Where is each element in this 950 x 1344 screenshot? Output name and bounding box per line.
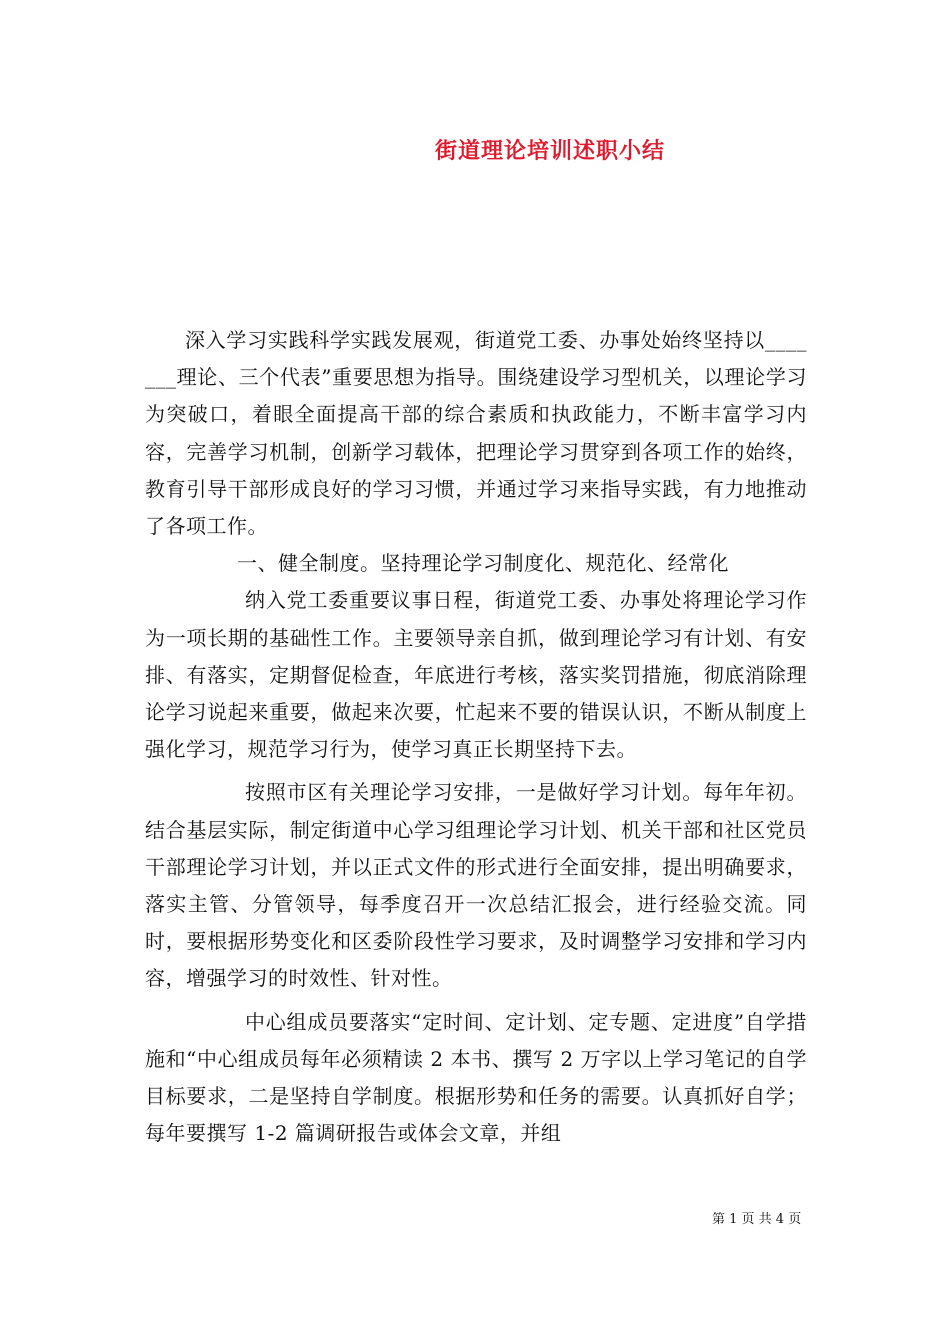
document-body xyxy=(145,322,807,1152)
paragraph-system: 纳入党工委重要议事日程，街道党工委、办事处将理论学习作为一项长期的基础性工作。主要领导亲自抓，做到理论学习有计划、有安排、有落实，定期督促检查，年底进行考核，落实奖罚措施，彻底消除理论学习说起来重要，做起来次要，忙起来不要的错误认识，不断从制度上强化学习，规范学习行为，使学习真正长期坚持下去。 xyxy=(145,588,807,762)
page-number-footer: 第 1 页 共 4 页 xyxy=(712,1212,802,1227)
document-title: 街道理论培训述职小结 xyxy=(434,138,665,164)
paragraph-intro: 深入学习实践科学实践发展观，街道党工委、办事处始终坚持以_______理论、三个代表”重要思想为指导。围绕建设学习型机关，以理论学习为突破口，着眼全面提高干部的综合素质和执政能力，不断丰富学习内容，完善学习机制，创新学习载体，把理论学习贯穿到各项工作的始终，教育引导干部形成良好的学习习惯，并通过学习来指导实践，有力地推动了各项工作。 xyxy=(145,328,807,539)
paragraph-self-study: 中心组成员要落实“定时间、定计划、定专题、定进度”自学措施和“中心组成员每年必须精读 2 本书、撰写 2 万字以上学习笔记的自学目标要求，二是坚持自学制度。根据形势和任务的需要。认真抓好自学；每年要撰写 1-2 篇调研报告或体会文章，并组 xyxy=(145,1009,807,1146)
paragraph-plan: 按照市区有关理论学习安排，一是做好学习计划。每年年初。结合基层实际，制定街道中心学习组理论学习计划、机关干部和社区党员干部理论学习计划，并以正式文件的形式进行全面安排，提出明确要求，落实主管、分管领导，每季度召开一次总结汇报会，进行经验交流。同时，要根据形势变化和区委阶段性学习要求，及时调整学习安排和学习内容，增强学习的时效性、针对性。 xyxy=(145,780,807,991)
section-heading-1: 一、健全制度。坚持理论学习制度化、规范化、经常化 xyxy=(237,551,729,576)
